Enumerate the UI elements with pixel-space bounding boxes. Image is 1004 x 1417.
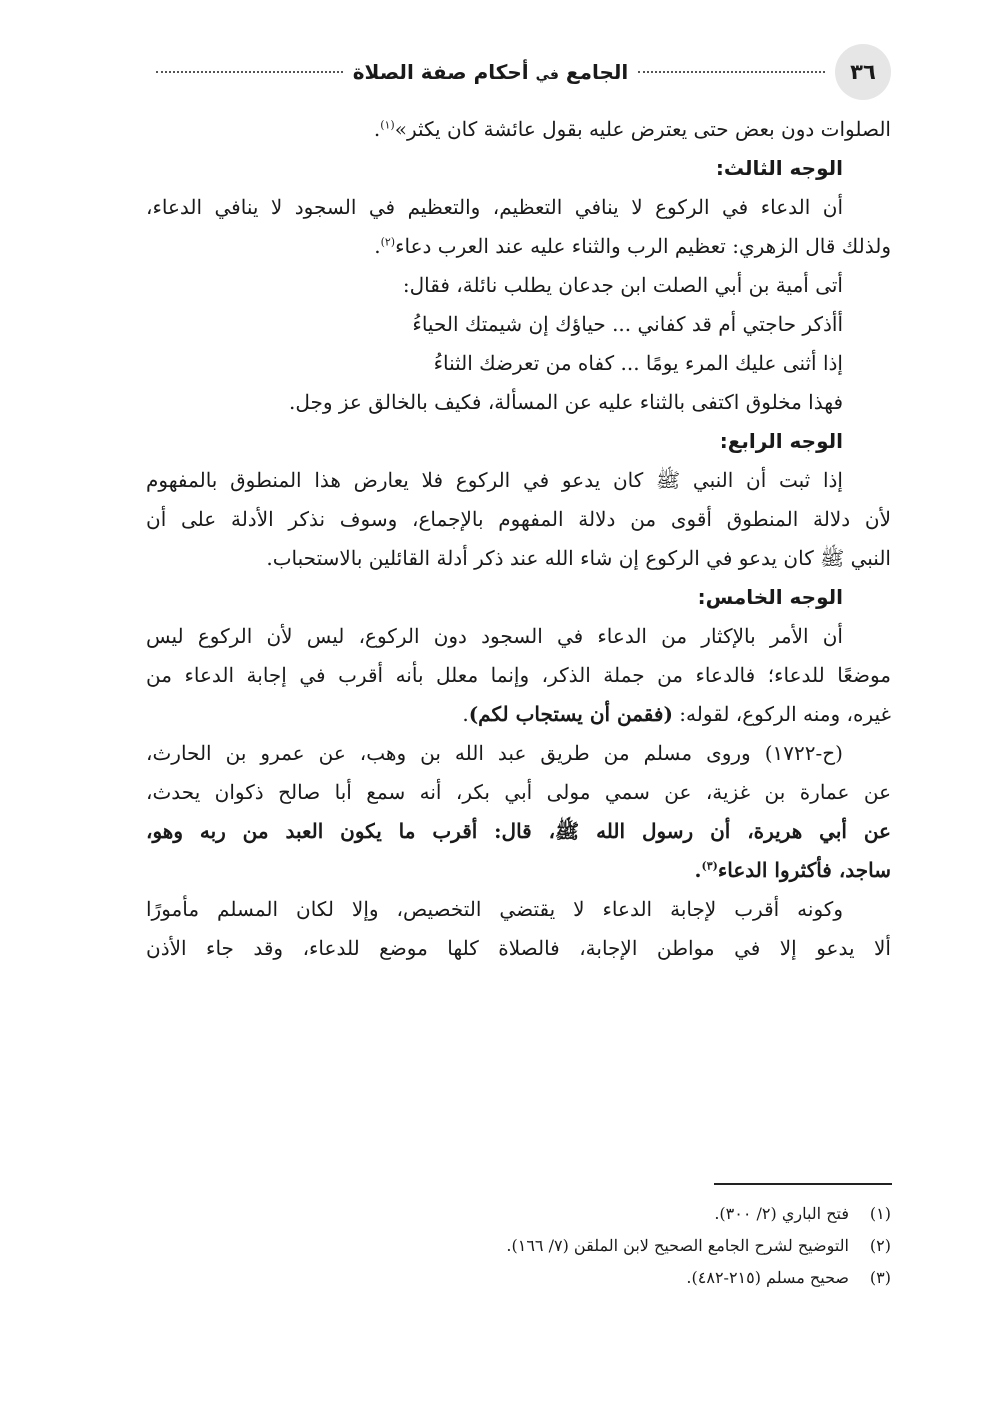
footnote-number: (١) bbox=[869, 1204, 891, 1223]
text-line: (ح-١٧٢٢) وروى مسلم من طريق عبد الله بن وهب، عن عمرو بن الحارث، bbox=[146, 741, 843, 765]
running-title-fi: في bbox=[535, 67, 559, 83]
quoted-hadith: (فقمن أن يستجاب لكم) bbox=[468, 702, 673, 726]
header-dots-left bbox=[156, 71, 343, 73]
hadith-text: عن أبي هريرة، أن رسول الله ﷺ، قال: أقرب ما يكون العبد من ربه وهو، bbox=[146, 819, 891, 843]
footnote-number: (٣) bbox=[869, 1268, 891, 1287]
text-line bbox=[146, 695, 891, 734]
text-span: الصلوات دون بعض حتى يعترض عليه بقول عائشة كان يكثر» bbox=[394, 117, 891, 141]
footnote bbox=[146, 1262, 891, 1294]
poem-line: أتى أمية بن أبي الصلت ابن جدعان يطلب نائلة، فقال: bbox=[402, 273, 843, 297]
text-line: لأن دلالة المنطوق أقوى من دلالة المفهوم بالإجماع، وسوف نذكر الأدلة على أن bbox=[146, 507, 891, 531]
footnote-text: صحيح مسلم (٢١٥-٤٨٢). bbox=[686, 1268, 849, 1287]
text-span: ساجد، فأكثروا الدعاء bbox=[717, 858, 891, 882]
footnote-text: التوضيح لشرح الجامع الصحيح لابن الملقن (٧/ ١٦٦). bbox=[506, 1236, 849, 1255]
text-line: وكونه أقرب لإجابة الدعاء لا يقتضي التخصيص، وإلا لكان المسلم مأمورًا bbox=[146, 897, 843, 921]
running-title-part-a: الجامع bbox=[558, 60, 629, 84]
footnote-ref: (٣) bbox=[701, 859, 718, 873]
footnote-ref: (٢) bbox=[380, 235, 396, 249]
footnotes bbox=[146, 1198, 891, 1294]
text-span: غيره، ومنه الركوع، لقوله: bbox=[672, 702, 891, 726]
text-span: . bbox=[462, 702, 469, 726]
main-text bbox=[146, 110, 891, 968]
running-header bbox=[146, 44, 891, 100]
poem-line: أأذكر حاجتي أم قد كفاني ... حياؤك إن شيمتك الحياءُ bbox=[412, 312, 843, 336]
text-line bbox=[146, 227, 891, 266]
footnote-number: (٢) bbox=[869, 1236, 891, 1255]
text-span: . bbox=[374, 234, 381, 258]
text-line: عن عمارة بن غزية، عن سمي مولى أبي بكر، أنه سمع أبا صالح ذكوان يحدث، bbox=[146, 780, 891, 804]
text-line: ألا يدعو إلا في مواطن الإجابة، فالصلاة كلها موضع للدعاء، وقد جاء الأذن bbox=[146, 936, 891, 960]
running-title bbox=[353, 60, 629, 84]
footnote-text: فتح الباري (٢/ ٣٠٠). bbox=[714, 1204, 849, 1223]
footnote-ref: (١) bbox=[380, 118, 395, 132]
text-line: النبي ﷺ كان يدعو في الركوع إن شاء الله عند ذكر أدلة القائلين بالاستحباب. bbox=[266, 546, 891, 570]
text-span: . bbox=[373, 117, 381, 141]
footnote bbox=[146, 1198, 891, 1230]
text-line: فهذا مخلوق اكتفى بالثناء عليه عن المسألة، فكيف بالخالق عز وجل. bbox=[289, 390, 843, 414]
footnote bbox=[146, 1230, 891, 1262]
section-heading: الوجه الرابع: bbox=[719, 429, 843, 453]
section-heading: الوجه الثالث: bbox=[715, 156, 843, 180]
hadith-text bbox=[146, 851, 891, 890]
text-span: ولذلك قال الزهري: تعظيم الرب والثناء عليه عند العرب دعاء bbox=[395, 234, 891, 258]
text-line: أن الأمر بالإكثار من الدعاء في السجود دون الركوع، ليس لأن الركوع ليس bbox=[146, 624, 843, 648]
text-line: إذا ثبت أن النبي ﷺ كان يدعو في الركوع فلا يعارض هذا المنطوق بالمفهوم bbox=[146, 468, 843, 492]
page-number: ٣٦ bbox=[835, 44, 891, 100]
running-title-part-b: أحكام صفة الصلاة bbox=[352, 60, 536, 84]
text-span: . bbox=[694, 858, 702, 882]
footnote-separator bbox=[714, 1183, 892, 1185]
text-line: موضعًا للدعاء؛ فالدعاء من جملة الذكر، وإنما معلل بأنه أقرب في إجابة الدعاء من bbox=[146, 663, 891, 687]
section-heading: الوجه الخامس: bbox=[697, 585, 843, 609]
text-line: أن الدعاء في الركوع لا ينافي التعظيم، والتعظيم في السجود لا ينافي الدعاء، bbox=[146, 195, 843, 219]
header-dots-right bbox=[638, 71, 825, 73]
poem-line: إذا أثنى عليك المرء يومًا ... كفاه من تعرضك الثناءُ bbox=[433, 351, 843, 375]
text-line bbox=[146, 110, 891, 149]
